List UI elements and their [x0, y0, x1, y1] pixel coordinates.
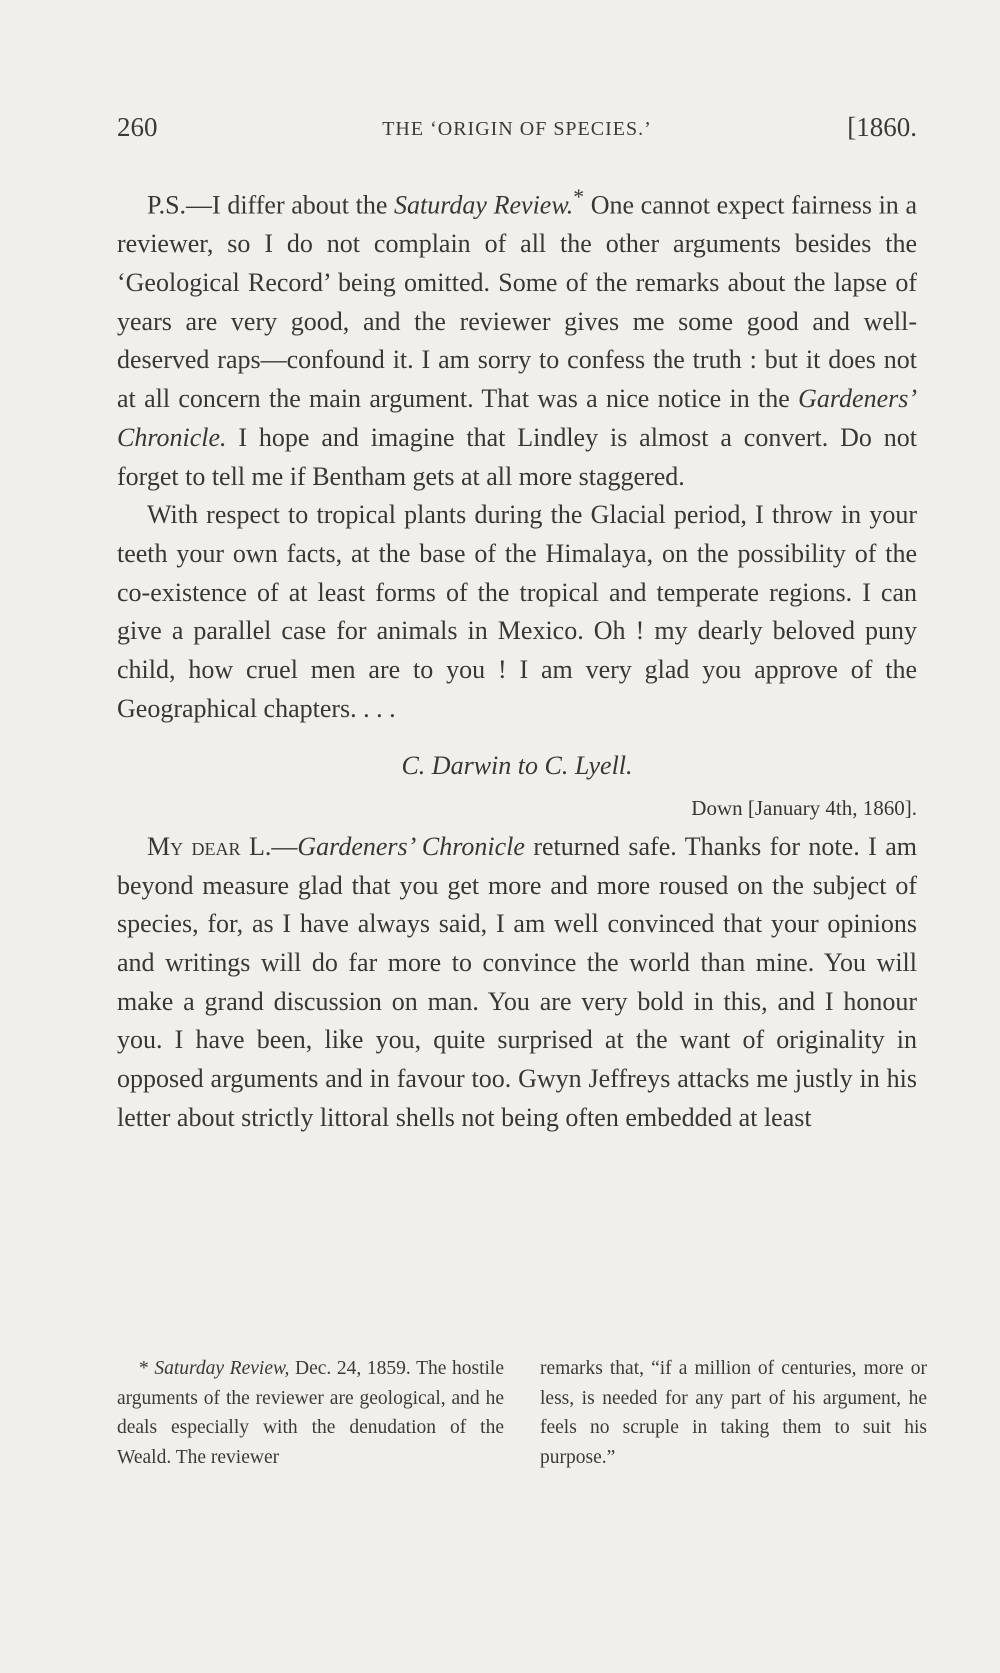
- salutation-dash: —: [271, 831, 298, 861]
- footnote: [117, 1354, 927, 1504]
- postscript-paragraph: [117, 178, 917, 496]
- footnote-left-body: Dec. 24, 1859. The hostile arguments of the reviewer are geological, and he deals especially with the denudation of the Weald. The reviewer: [117, 1358, 505, 1468]
- running-header: [117, 112, 917, 152]
- letter-paragraph: [117, 828, 917, 1138]
- letter-chronicle-title: Gardeners’ Chronicle: [297, 831, 525, 861]
- footnote-review-title: Saturday Review,: [154, 1358, 290, 1379]
- postscript-lead: P.S.—I differ about the: [147, 190, 395, 220]
- header-year: [1860.: [847, 112, 917, 142]
- footnote-column-right: [540, 1354, 927, 1472]
- footnote-ref-marker: *: [573, 185, 585, 209]
- page-number: 260: [117, 112, 158, 142]
- main-text: [117, 178, 917, 1138]
- footnote-marker: *: [139, 1358, 155, 1379]
- letter-text: returned safe. Thanks for note. I am beyond measure glad that you get more and more roused on the subject of species, for, as I have always said, I am well convinced that your opinions and writings will do far more to convince the world than mine. You will make a grand discussion on man. You are very bold in this, and I honour you. I have been, like you, quite surprised at the want of originality in opposed arguments and in favour too. Gwyn Jeffreys attacks me justly in his letter about strictly littoral shells not being often embedded at least: [117, 831, 917, 1132]
- tropical-plants-paragraph: With respect to tropical plants during the Glacial period, I throw in your teeth your own facts, at the base of the Himalaya, on the possibility of the co-existence of at least forms of the tropical and temperate regions. I can give a parallel case for animals in Mexico. Oh ! my dearly beloved puny child, how cruel men are to you ! I am very glad you approve of the Geographical chapters. . . .: [117, 500, 917, 723]
- letter-salutation: My dear L.: [147, 831, 272, 861]
- running-title: THE ‘ORIGIN OF SPECIES.’: [382, 118, 652, 140]
- letter-dateline: Down [January 4th, 1860].: [691, 796, 917, 821]
- footnote-right-text: remarks that, “if a million of centuries, more or less, is needed for any part of his argument, he feels no scruple in taking them to suit his purpose.”: [540, 1358, 927, 1468]
- postscript-text-2: I hope and imagine that Lindley is almost a convert. Do not forget to tell me if Bentham gets at all more staggered.: [117, 422, 917, 491]
- saturday-review-title: Saturday Review.: [394, 190, 574, 220]
- footnote-column-left: [117, 1354, 504, 1472]
- letter-heading: C. Darwin to C. Lyell.: [401, 750, 633, 780]
- gardeners-chronicle-title: Gardeners’ Chronicle.: [117, 384, 917, 452]
- footnote-left-text: [117, 1354, 504, 1472]
- postscript-text-1: One cannot expect fairness in a reviewer, so I do not complain of all the other arguments besides the ‘Geological Record’ being omitted. Some of the remarks about the lapse of years are very good, and the reviewer gives me some good and well-deserved raps—confound it. I am sorry to confess the truth : but it does not at all concern the main argument. That was a nice notice in the: [117, 190, 917, 414]
